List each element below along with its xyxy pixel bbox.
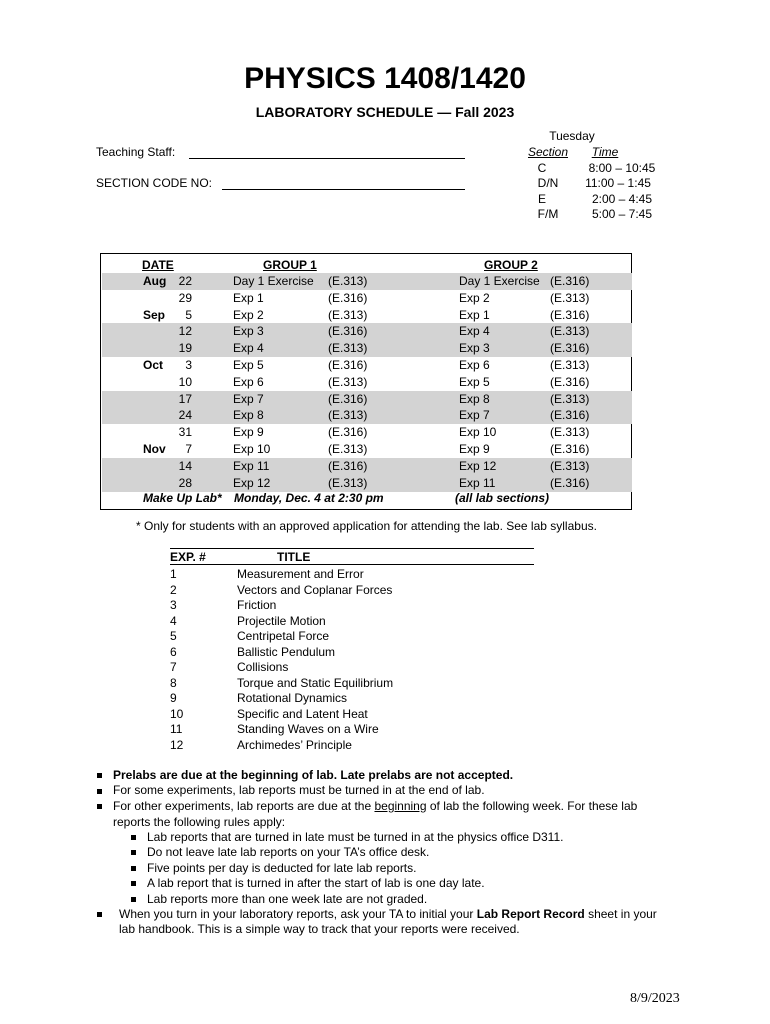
group2-room: (E.313) [550,391,590,406]
group2-exp: Exp 9 [459,442,490,456]
group1-room: (E.313) [328,274,368,288]
group1-exp: Exp 4 [233,341,264,356]
schedule-day: 3 [185,358,192,372]
group1-header: GROUP 1 [263,258,317,272]
exp-header-rule [170,564,534,565]
bullet-icon [97,804,102,809]
rule-end-of-lab: For some experiments, lab reports must be turned in at the end of lab. [113,783,485,797]
exp-number: 11 [170,722,183,736]
exp-number: 12 [170,737,184,752]
sub-rule: A lab report that is turned in after the start of lab is one day late. [147,876,485,891]
rule-following-week-line2: reports the following rules apply: [113,815,286,829]
exp-title: Collisions [237,660,289,674]
exp-title-header: TITLE [277,550,311,564]
makeup-row [102,490,632,507]
group1-room: (E.316) [328,425,368,440]
group2-room: (E.313) [550,324,590,339]
exp-top-rule [170,548,534,549]
schedule-row [102,340,632,357]
schedule-row [102,357,632,374]
makeup-when: Monday, Dec. 4 at 2:30 pm [234,491,384,505]
times-section: F/M [537,207,559,221]
group1-room: (E.316) [328,324,368,339]
group1-exp: Exp 8 [233,408,264,423]
group1-exp: Exp 9 [233,425,264,440]
bullet-icon [97,912,102,917]
schedule-day: 19 [178,341,192,356]
times-time: 5:00 – 7:45 [591,207,653,221]
schedule-day: 29 [178,290,192,305]
schedule-row [102,307,632,324]
teaching-staff-label: Teaching Staff: [96,145,176,159]
schedule-day: 31 [178,425,192,440]
times-section: D/N [537,176,559,190]
exp-number: 3 [170,598,177,612]
times-time: 8:00 – 10:45 [588,161,656,175]
group2-room: (E.313) [550,458,590,473]
schedule-row [102,323,632,340]
rule-following-week-post: of lab the following week. For these lab [426,799,638,813]
group1-room: (E.316) [328,458,368,473]
section-code-label: SECTION CODE NO: [96,176,213,190]
times-section-header: Section [527,145,569,159]
schedule-day: 7 [185,442,192,456]
exp-title: Ballistic Pendulum [237,644,336,659]
group1-room: (E.313) [328,341,368,356]
group2-exp: Exp 3 [459,341,490,356]
group1-exp: Exp 6 [233,374,264,389]
group1-exp: Exp 2 [233,307,264,322]
makeup-who: (all lab sections) [455,491,550,505]
rule-following-week [113,799,637,813]
sub-rule: Do not leave late lab reports on your TA’s office desk. [147,845,430,860]
group2-room: (E.313) [550,358,590,372]
exp-number: 8 [170,675,177,690]
footer-date: 8/9/2023 [630,991,680,1006]
group1-room: (E.316) [328,290,368,305]
times-section: C [537,161,547,175]
bullet-icon [97,789,102,794]
exp-title: Specific and Latent Heat [237,706,368,721]
rule-prelabs: Prelabs are due at the beginning of lab. Late prelabs are not accepted. [113,768,514,782]
group1-exp: Exp 10 [233,442,271,456]
group1-room: (E.313) [328,408,368,423]
schedule-row [102,290,632,307]
group2-exp: Exp 1 [459,307,490,322]
makeup-label: Make Up Lab* [143,491,222,505]
exp-title: Rotational Dynamics [237,691,348,705]
exp-title: Archimedes’ Principle [237,737,352,752]
exp-title: Friction [237,598,277,612]
group1-exp: Exp 12 [233,475,271,490]
schedule-footnote: * Only for students with an approved application for attending the lab. See lab syllabus. [136,519,597,533]
exp-title: Measurement and Error [237,567,364,581]
schedule-day: 17 [178,391,192,406]
group1-exp: Exp 11 [233,458,270,473]
group1-room: (E.316) [328,358,368,372]
exp-title: Torque and Static Equilibrium [237,675,394,690]
group2-room: (E.316) [550,442,590,456]
schedule-month: Sep [143,307,166,322]
exp-number: 2 [170,582,177,597]
schedule-row [102,273,632,290]
group1-exp: Exp 7 [233,391,264,406]
schedule-month: Nov [143,442,166,456]
group1-room: (E.313) [328,307,368,322]
teaching-staff-line [189,158,465,159]
sub-bullet-icon [131,897,136,902]
times-time: 2:00 – 4:45 [591,192,653,206]
rule-record-post: sheet in your [584,907,657,921]
sub-rule: Five points per day is deducted for late lab reports. [147,860,417,875]
sub-bullet-icon [131,835,136,840]
group2-exp: Exp 7 [459,408,490,423]
group2-room: (E.316) [550,274,590,288]
group1-room: (E.313) [328,475,368,490]
exp-title: Standing Waves on a Wire [237,722,379,736]
schedule-table [100,253,632,510]
group1-exp: Exp 5 [233,358,264,372]
group1-exp: Day 1 Exercise [233,274,314,288]
exp-num-header: EXP. # [170,550,206,564]
page-subtitle: LABORATORY SCHEDULE — Fall 2023 [255,104,515,120]
exp-number: 7 [170,660,177,674]
exp-number: 9 [170,691,177,705]
group2-exp: Exp 2 [459,290,490,305]
exp-title: Centripetal Force [237,629,330,643]
schedule-row [102,374,632,391]
exp-number: 10 [170,706,184,721]
sub-rule: Lab reports more than one week late are not graded. [147,891,428,906]
schedule-day: 5 [185,307,192,322]
rule-lab-report-record-line2: lab handbook. This is a simple way to track that your reports were received. [119,922,520,936]
group2-exp: Exp 4 [459,324,490,339]
exp-title: Vectors and Coplanar Forces [237,582,393,597]
times-time-header: Time [591,145,619,159]
schedule-day: 10 [178,374,192,389]
times-section: E [537,192,546,206]
exp-number: 4 [170,613,177,628]
schedule-month: Oct [143,358,164,372]
date-header: DATE [142,258,174,272]
group2-exp: Exp 10 [459,425,497,440]
group2-room: (E.313) [550,290,590,305]
schedule-header-row [102,257,632,274]
schedule-row [102,391,632,408]
schedule-day: 14 [178,458,192,473]
group2-header: GROUP 2 [484,258,538,272]
rule-following-week-pre: For other experiments, lab reports are due at the [113,799,375,813]
exp-number: 5 [170,629,177,643]
group2-room: (E.316) [550,408,590,423]
section-code-line [222,189,465,190]
schedule-row [102,407,632,424]
rule-lab-report-record [119,907,657,921]
rule-record-bold: Lab Report Record [476,907,585,921]
page-title: PHYSICS 1408/1420 [244,62,526,95]
rule-following-week-underlined: beginning [374,799,427,813]
group2-exp: Exp 11 [459,475,496,490]
group2-exp: Exp 6 [459,358,490,372]
group1-room: (E.316) [328,391,368,406]
schedule-row [102,424,632,441]
group2-room: (E.316) [550,341,590,356]
schedule-month: Aug [143,274,167,288]
times-time: 11:00 – 1:45 [585,176,651,190]
sub-rule: Lab reports that are turned in late must be turned in at the physics office D311. [147,830,564,844]
group2-room: (E.316) [550,307,590,322]
schedule-day: 12 [178,324,192,339]
group2-room: (E.316) [550,475,590,490]
group1-room: (E.313) [328,374,368,389]
group2-exp: Exp 12 [459,458,497,473]
rule-record-pre: When you turn in your laboratory reports, ask your TA to initial your [119,907,477,921]
group2-exp: Exp 5 [459,374,490,389]
schedule-row [102,458,632,475]
schedule-day: 28 [178,475,192,490]
bullet-icon [97,773,102,778]
group1-room: (E.313) [328,442,368,456]
group1-exp: Exp 3 [233,324,264,339]
group2-exp: Day 1 Exercise [459,274,540,288]
group1-exp: Exp 1 [233,290,264,305]
exp-title: Projectile Motion [237,613,326,628]
schedule-row [102,441,632,458]
sub-bullet-icon [131,850,136,855]
sub-bullet-icon [131,881,136,886]
times-day: Tuesday [549,129,595,143]
schedule-day: 24 [178,408,192,423]
exp-number: 1 [170,567,177,581]
group2-exp: Exp 8 [459,391,490,406]
group2-room: (E.313) [550,425,590,440]
schedule-day: 22 [178,274,192,288]
group2-room: (E.316) [550,374,590,389]
sub-bullet-icon [131,866,136,871]
exp-number: 6 [170,644,177,659]
